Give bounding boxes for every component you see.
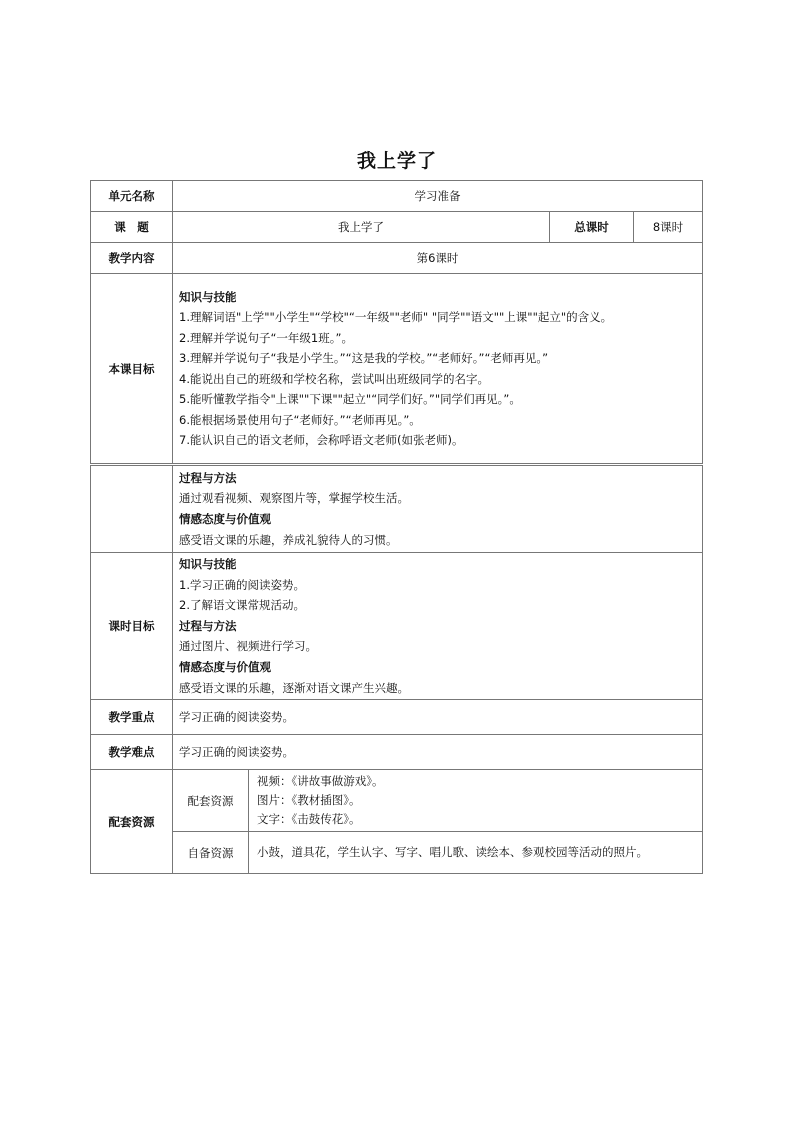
course-goals-label: 本课目标 (91, 274, 173, 464)
teaching-content-value: 第6课时 (173, 243, 703, 274)
goal-item: 6.能根据场景使用句子“老师好。”“老师再见。”。 (179, 412, 421, 427)
process-method-text: 通过观看视频、观察图片等，掌握学校生活。 (179, 491, 409, 506)
difficulty-label: 教学难点 (91, 735, 173, 770)
total-hours-value: 8课时 (634, 212, 703, 243)
process-method-heading: 过程与方法 (179, 618, 237, 633)
total-hours-label: 总课时 (550, 212, 634, 243)
course-goals-continued-cell (173, 466, 703, 553)
goal-item: 5.能听懂教学指令"上课""下课""起立"“同学们好。”"同学们再见。”。 (179, 392, 521, 406)
goal-item: 2.了解语文课常规活动。 (179, 598, 305, 613)
attitude-values-text: 感受语文课的乐趣，养成礼貌待人的习惯。 (179, 532, 398, 547)
lesson-title-value: 我上学了 (173, 212, 550, 243)
resources-label: 配套资源 (91, 770, 173, 874)
course-goals-cell (173, 274, 703, 464)
goal-item: 7.能认识自己的语文老师，会称呼语文老师(如张老师)。 (179, 433, 464, 447)
attitude-values-heading: 情感态度与价值观 (179, 659, 271, 674)
attitude-values-text: 感受语文课的乐趣，逐渐对语文课产生兴趣。 (179, 680, 409, 695)
resource-line: 文字：《击鼓传花》。 (257, 812, 361, 827)
page-title: 我上学了 (356, 150, 437, 172)
lesson-plan-table-bottom (90, 465, 703, 874)
resource-line: 图片：《教材插图》。 (257, 793, 361, 808)
teaching-content-label: 教学内容 (91, 243, 173, 274)
period-goals-cell (173, 553, 703, 700)
key-point-value: 学习正确的阅读姿势。 (173, 700, 703, 735)
own-resources-label: 自备资源 (173, 832, 249, 874)
key-point-label: 教学重点 (91, 700, 173, 735)
process-method-heading: 过程与方法 (179, 470, 237, 485)
unit-name-value: 学习准备 (173, 181, 703, 212)
knowledge-skills-heading: 知识与技能 (179, 289, 237, 304)
lesson-plan-table-top (90, 180, 703, 464)
knowledge-skills-heading: 知识与技能 (179, 557, 237, 571)
attitude-values-heading: 情感态度与价值观 (179, 512, 271, 526)
unit-name-label: 单元名称 (91, 181, 173, 212)
goal-item: 1.理解词语"上学""小学生"“学校"“一年级""老师" "同学""语文""上课""起立"的含义。 (179, 310, 613, 324)
matching-resources-cell (249, 770, 703, 832)
process-method-text: 通过图片、视频进行学习。 (179, 639, 317, 654)
goal-item: 1.学习正确的阅读姿势。 (179, 577, 305, 592)
goal-item: 4.能说出自己的班级和学校名称，尝试叫出班级同学的名字。 (179, 371, 489, 386)
lesson-title-label: 课 题 (91, 212, 173, 243)
matching-resources-label: 配套资源 (173, 770, 249, 832)
own-resources-value: 小鼓，道具花，学生认字、写字、唱儿歌、读绘本、参观校园等活动的照片。 (249, 832, 703, 874)
resource-line: 视频：《讲故事做游戏》。 (257, 774, 384, 789)
goal-item: 2.理解并学说句子“一年级1班。”。 (179, 330, 353, 345)
continuation-empty-label (91, 466, 173, 553)
difficulty-value: 学习正确的阅读姿势。 (173, 735, 703, 770)
period-goals-label: 课时目标 (91, 553, 173, 700)
goal-item: 3.理解并学说句子“我是小学生。”“这是我的学校。”“老师好。”“老师再见。” (179, 351, 549, 365)
